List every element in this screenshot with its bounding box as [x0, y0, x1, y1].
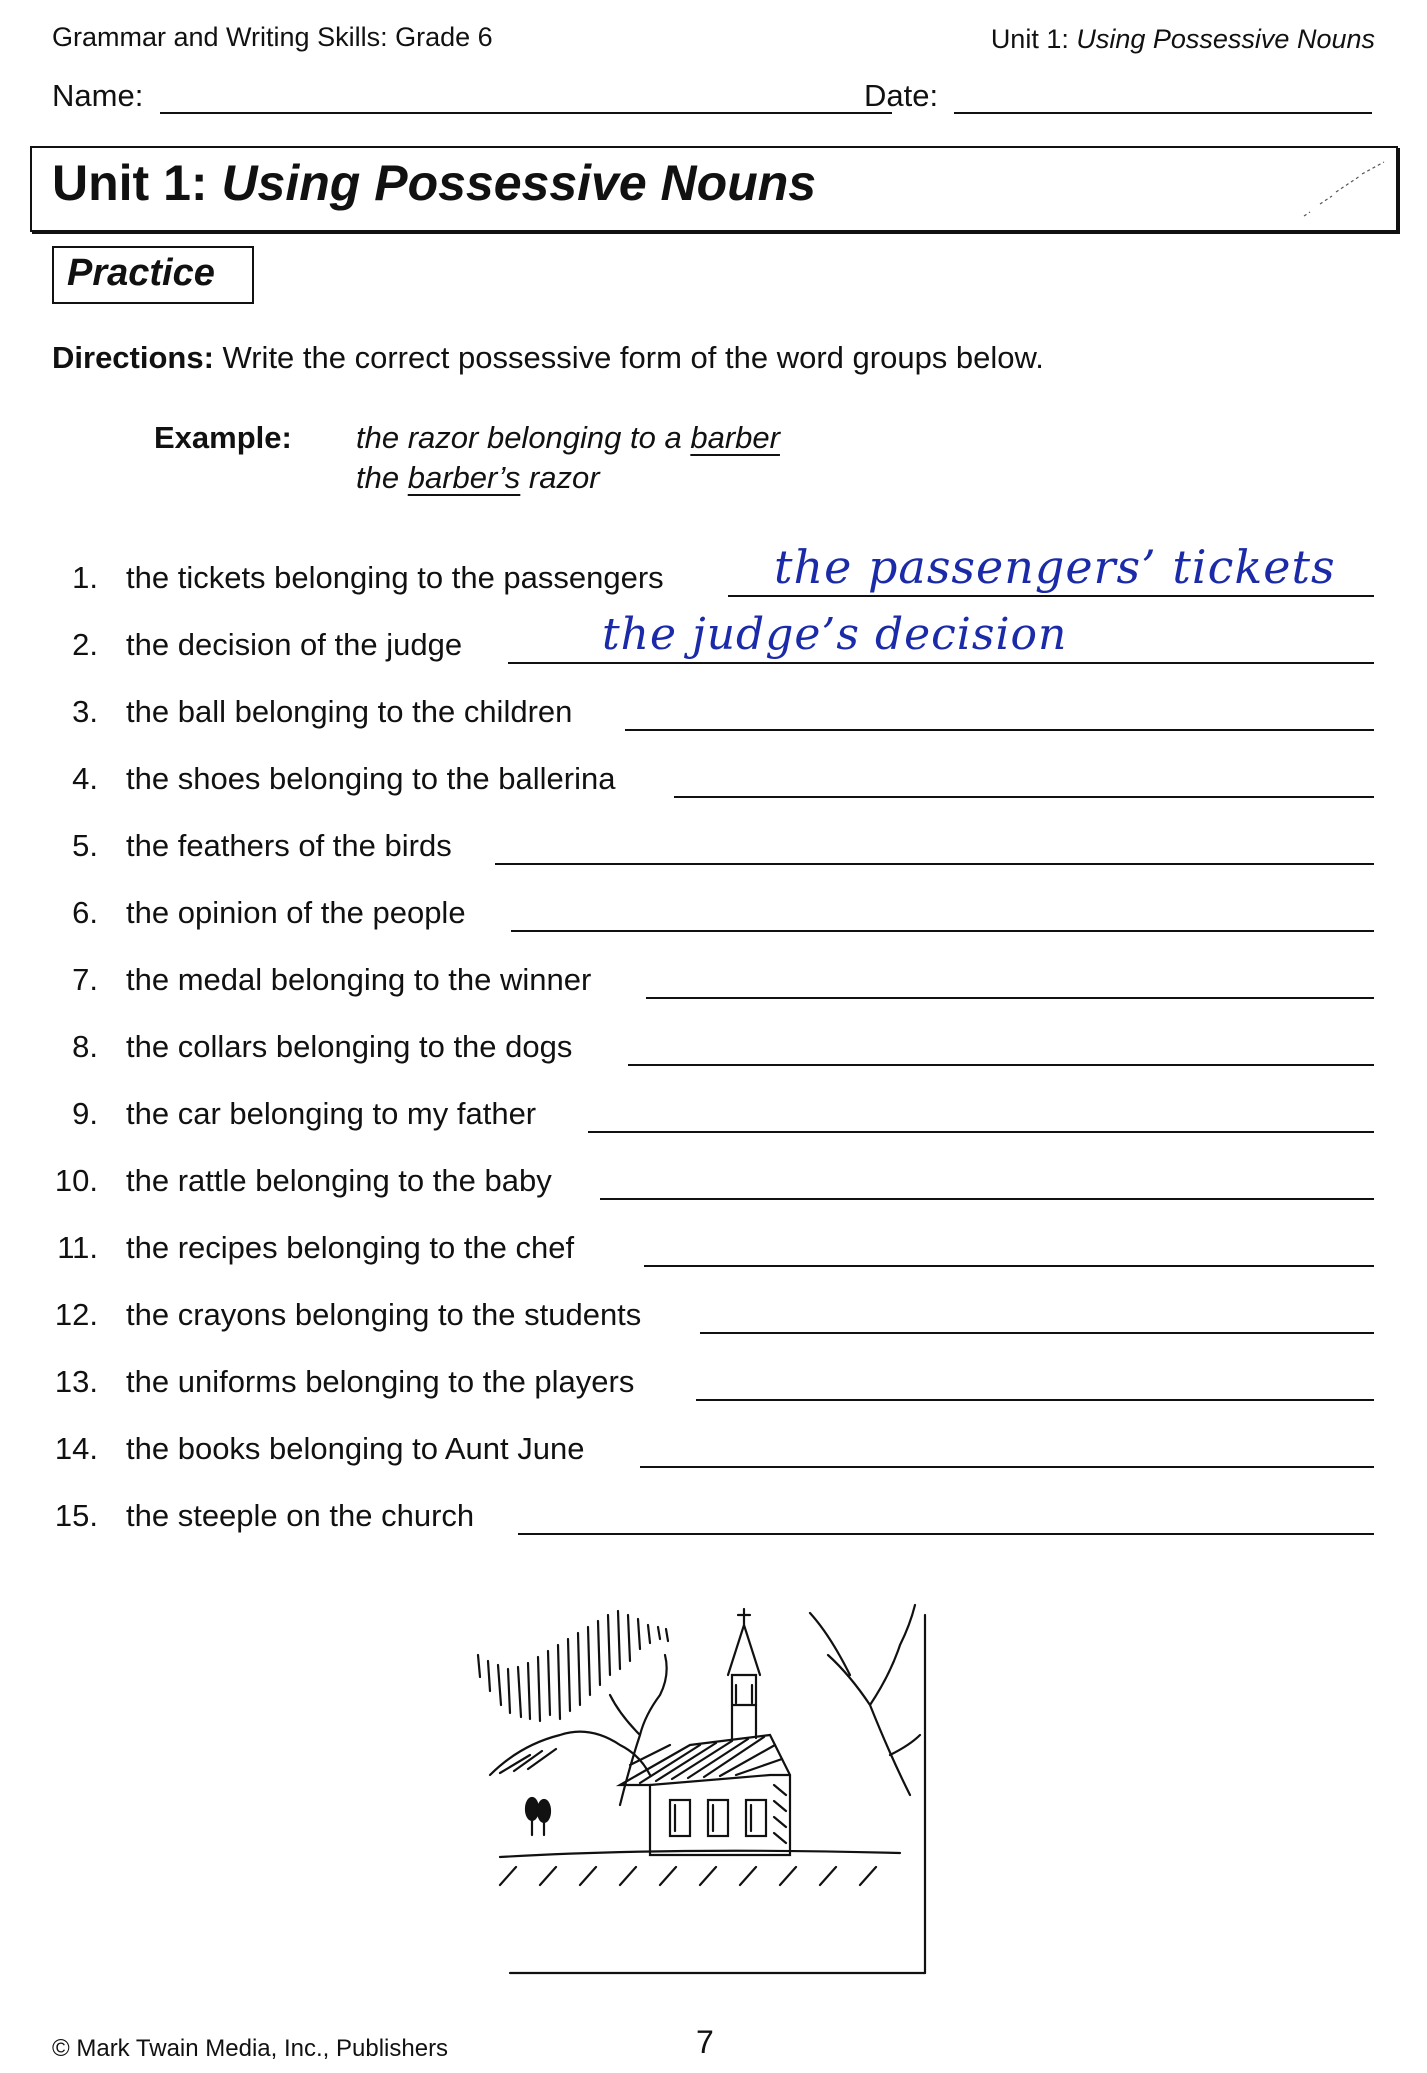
answer-line[interactable] [518, 1533, 1374, 1535]
answer-line[interactable] [508, 662, 1374, 664]
question-text: the opinion of the people [126, 895, 466, 930]
answer-line[interactable] [628, 1064, 1374, 1066]
question-number: 13. [54, 1364, 98, 1399]
example-answer-post: razor [520, 460, 600, 495]
example-answer-pre: the [356, 460, 408, 495]
question-text: the shoes belonging to the ballerina [126, 761, 616, 796]
question-row [44, 1163, 1374, 1211]
question-number: 10. [54, 1163, 98, 1198]
answer-line[interactable] [640, 1466, 1374, 1468]
question-row [44, 1431, 1374, 1479]
example-prompt-text: the razor belonging to a [356, 420, 691, 455]
name-field[interactable] [160, 112, 892, 114]
question-number: 15. [54, 1498, 98, 1533]
question-row [44, 1096, 1374, 1144]
question-number: 3. [72, 694, 98, 729]
question-row [44, 761, 1374, 809]
question-number: 5. [72, 828, 98, 863]
answer-line[interactable] [674, 796, 1374, 798]
question-number: 12. [54, 1297, 98, 1332]
question-text: the uniforms belonging to the players [126, 1364, 635, 1399]
book-title: Grammar and Writing Skills: Grade 6 [52, 22, 493, 52]
question-number: 1. [72, 560, 98, 595]
name-label: Name: [52, 78, 144, 113]
question-row [44, 895, 1374, 943]
unit-title-box [30, 146, 1398, 232]
question-text: the collars belonging to the dogs [126, 1029, 573, 1064]
question-row [44, 609, 1374, 675]
example-prompt-word: barber [690, 420, 780, 455]
pencil-stroke-mark [1302, 158, 1392, 220]
question-text: the tickets belonging to the passengers [126, 560, 664, 595]
directions [52, 340, 1044, 376]
question-row [44, 540, 1374, 608]
question-text: the books belonging to Aunt June [126, 1431, 585, 1466]
unit-running-head-topic: Using Possessive Nouns [1076, 24, 1375, 54]
question-number: 4. [72, 761, 98, 796]
page-title-topic: Using Possessive Nouns [221, 155, 817, 211]
question-number: 6. [72, 895, 98, 930]
question-number: 11. [57, 1230, 98, 1265]
question-row [44, 1029, 1374, 1077]
question-row [44, 1230, 1374, 1278]
answer-line[interactable] [644, 1265, 1374, 1267]
section-label [52, 246, 254, 304]
question-row [44, 962, 1374, 1010]
question-text: the crayons belonging to the students [126, 1297, 642, 1332]
unit-running-head-prefix: Unit 1: [990, 24, 1077, 54]
question-number: 2. [72, 627, 98, 662]
question-text: the ball belonging to the children [126, 694, 573, 729]
example-label: Example: [154, 420, 292, 455]
question-number: 8. [72, 1029, 98, 1064]
question-number: 9. [72, 1096, 98, 1131]
question-text: the medal belonging to the winner [126, 962, 592, 997]
page-title-prefix: Unit 1: [52, 155, 222, 211]
date-field[interactable] [954, 112, 1372, 114]
example-answer [356, 460, 600, 496]
answer-line[interactable] [696, 1399, 1374, 1401]
page-title [52, 154, 816, 212]
question-row [44, 1297, 1374, 1345]
example-answer-word: barber’s [407, 460, 521, 495]
copyright: © Mark Twain Media, Inc., Publishers [52, 2035, 449, 2062]
question-row [44, 828, 1374, 876]
question-text: the steeple on the church [126, 1498, 475, 1533]
question-row [44, 1498, 1374, 1546]
directions-label: Directions: [52, 340, 214, 375]
question-number: 14. [54, 1431, 98, 1466]
question-text: the recipes belonging to the chef [126, 1230, 575, 1265]
date-label: Date: [864, 78, 939, 113]
example-prompt [356, 420, 780, 456]
page-number: 7 [696, 2024, 714, 2060]
name-date-row [52, 78, 1372, 122]
answer-line[interactable] [511, 930, 1374, 932]
question-text: the feathers of the birds [126, 828, 452, 863]
answer-line[interactable] [625, 729, 1374, 731]
question-text: the decision of the judge [126, 627, 463, 662]
question-number: 7. [72, 962, 98, 997]
answer-line[interactable] [700, 1332, 1374, 1334]
question-row [44, 694, 1374, 742]
church-illustration [470, 1595, 930, 1995]
directions-text: Write the correct possessive form of the word groups below. [213, 340, 1044, 375]
handwritten-answer: the judge’s decision [602, 609, 1068, 660]
handwritten-answer: the passengers’ tickets [774, 540, 1336, 594]
answer-line[interactable] [646, 997, 1374, 999]
answer-line[interactable] [600, 1198, 1374, 1200]
question-row [44, 1364, 1374, 1412]
answer-line[interactable] [728, 595, 1374, 597]
answer-line[interactable] [495, 863, 1374, 865]
question-text: the rattle belonging to the baby [126, 1163, 552, 1198]
question-text: the car belonging to my father [126, 1096, 537, 1131]
unit-running-head [991, 24, 1375, 55]
section-label-text: Practice [67, 252, 215, 294]
answer-line[interactable] [588, 1131, 1374, 1133]
